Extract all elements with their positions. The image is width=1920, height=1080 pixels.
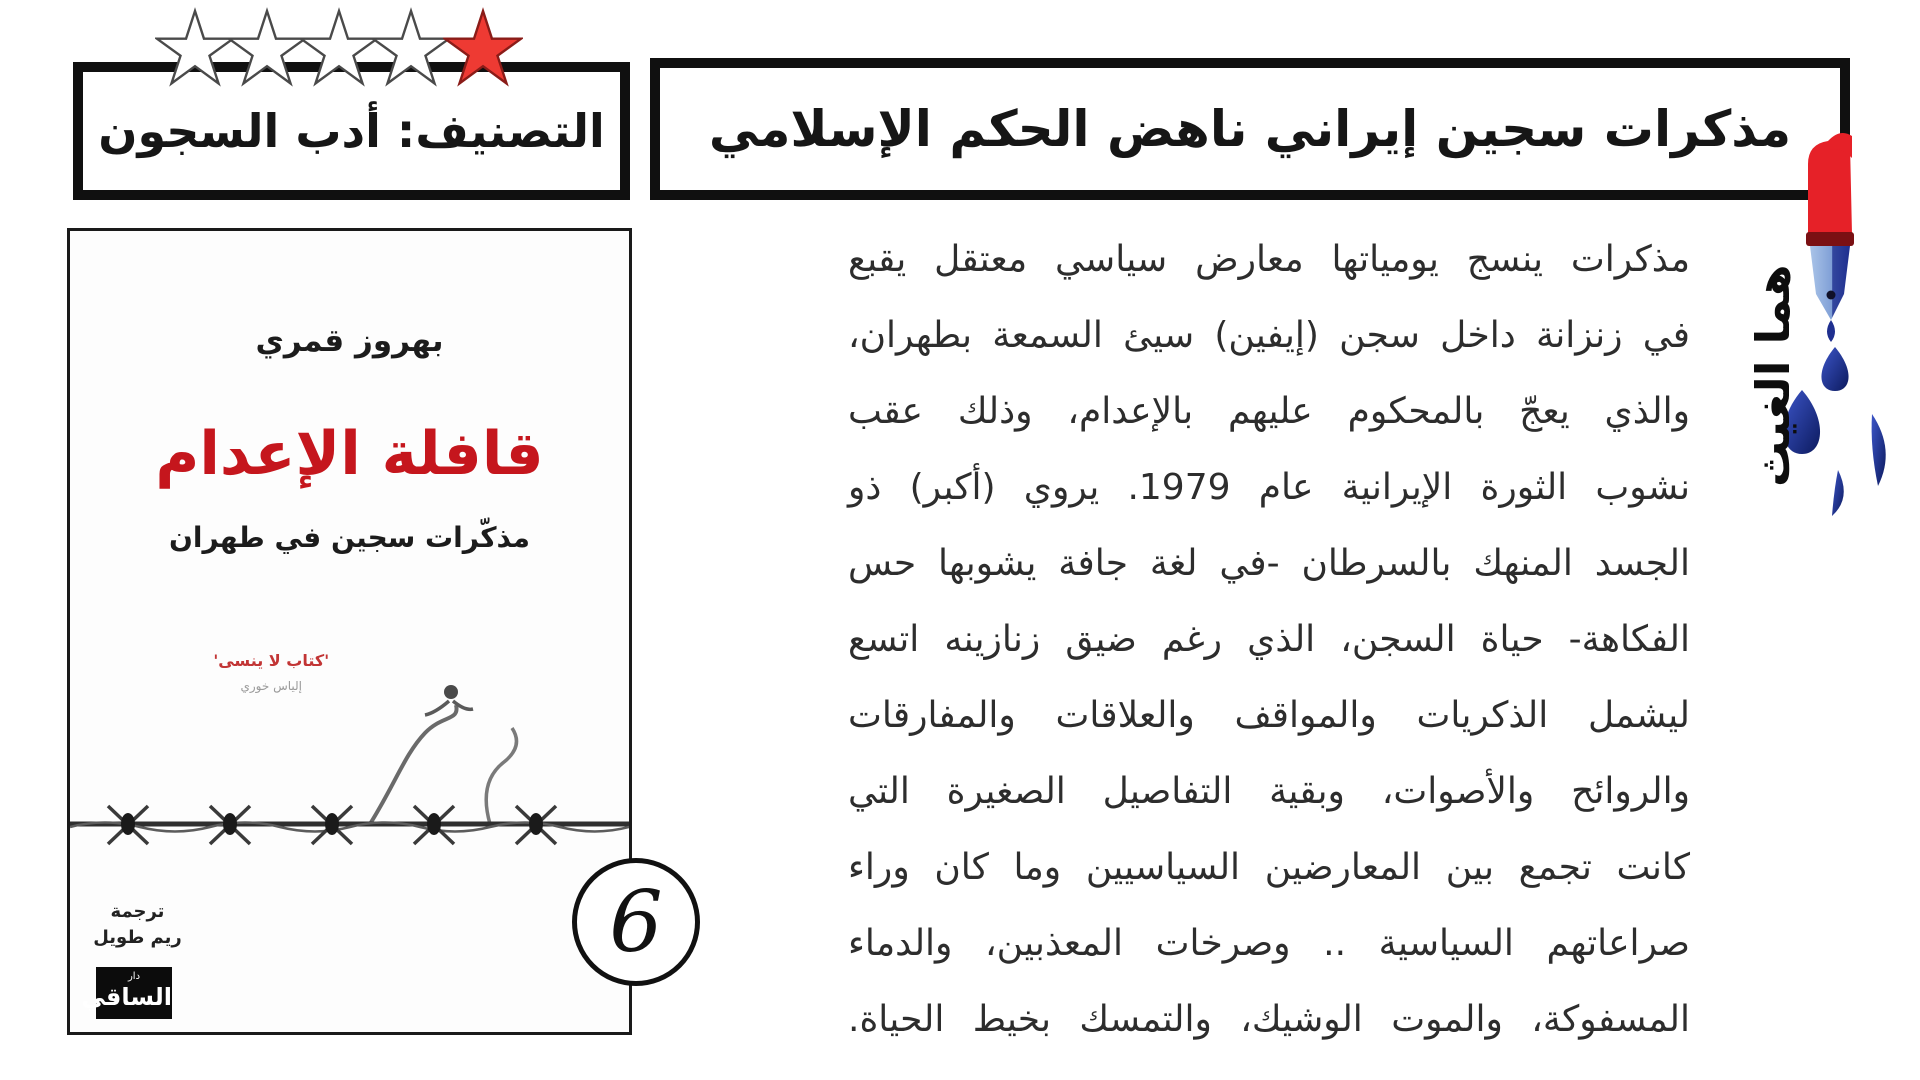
review-line: نشوب الثورة الإيرانية عام 1979. يروي (أكبر) ذو [848, 467, 1690, 508]
review-line: في زنزانة داخل سجن (إيفين) سيئ السمعة بطهران، [848, 315, 1690, 356]
barbed-wire-icon [70, 659, 629, 869]
review-line: مذكرات ينسج يومياتها معارض سياسي معتقل يقبع [848, 239, 1690, 280]
review-line: كانت تجمع بين المعارضين السياسيين وما كان وراء [848, 847, 1690, 888]
review-line: الجسد المنهك بالسرطان -في لغة جافة يشوبها حس [848, 543, 1690, 584]
star-icon [227, 2, 307, 92]
page-title: مذكرات سجين إيراني ناهض الحكم الإسلامي [708, 100, 1792, 158]
translation-label: ترجمة [110, 901, 165, 922]
page-number: 6 [609, 873, 663, 971]
review-text [848, 222, 1690, 1058]
star-icon-filled [443, 2, 523, 92]
book-cover [67, 228, 632, 1035]
book-subtitle: مذكّرات سجين في طهران [169, 521, 530, 554]
star-icon [299, 2, 379, 92]
publisher-name: الساقي [81, 983, 172, 1011]
review-line: والروائح والأصوات، وبقية التفاصيل الصغيرة التي [848, 771, 1690, 812]
brand-logo [1738, 92, 1913, 542]
brand-name: هما الغيث [1746, 264, 1800, 487]
book-title: قافلة الإعدام [155, 419, 544, 489]
star-icon [155, 2, 235, 92]
publisher-logo [81, 967, 172, 1019]
title-box [650, 58, 1850, 200]
ink-pen-icon [1786, 92, 1913, 542]
category-label: التصنيف: أدب السجون [98, 104, 605, 158]
translator-name: ريم طويل [93, 927, 182, 948]
cover-blurb: 'كتاب لا ينسى' [213, 651, 330, 670]
review-line: المسفوكة، والموت الوشيك، والتمسك بخيط الحياة. [848, 999, 1690, 1040]
publisher-small-text: دار [127, 971, 141, 982]
star-rating [163, 2, 523, 92]
review-line: ليشمل الذكريات والمواقف والعلاقات والمفارقات [848, 695, 1690, 736]
translation-credit [80, 899, 195, 951]
review-line: صراعاتهم السياسية .. وصرخات المعذبين، والدماء [848, 923, 1690, 964]
page-number-badge [572, 858, 700, 986]
cover-blurb-author: إلياس خوري [240, 679, 302, 693]
book-author: بهروز قمري [255, 323, 444, 359]
review-line: والذي يعجّ بالمحكوم عليهم بالإعدام، وذلك عقب [848, 391, 1690, 432]
star-icon [371, 2, 451, 92]
review-line: الفكاهة- حياة السجن، الذي رغم ضيق زنازينه اتسع [848, 619, 1690, 660]
